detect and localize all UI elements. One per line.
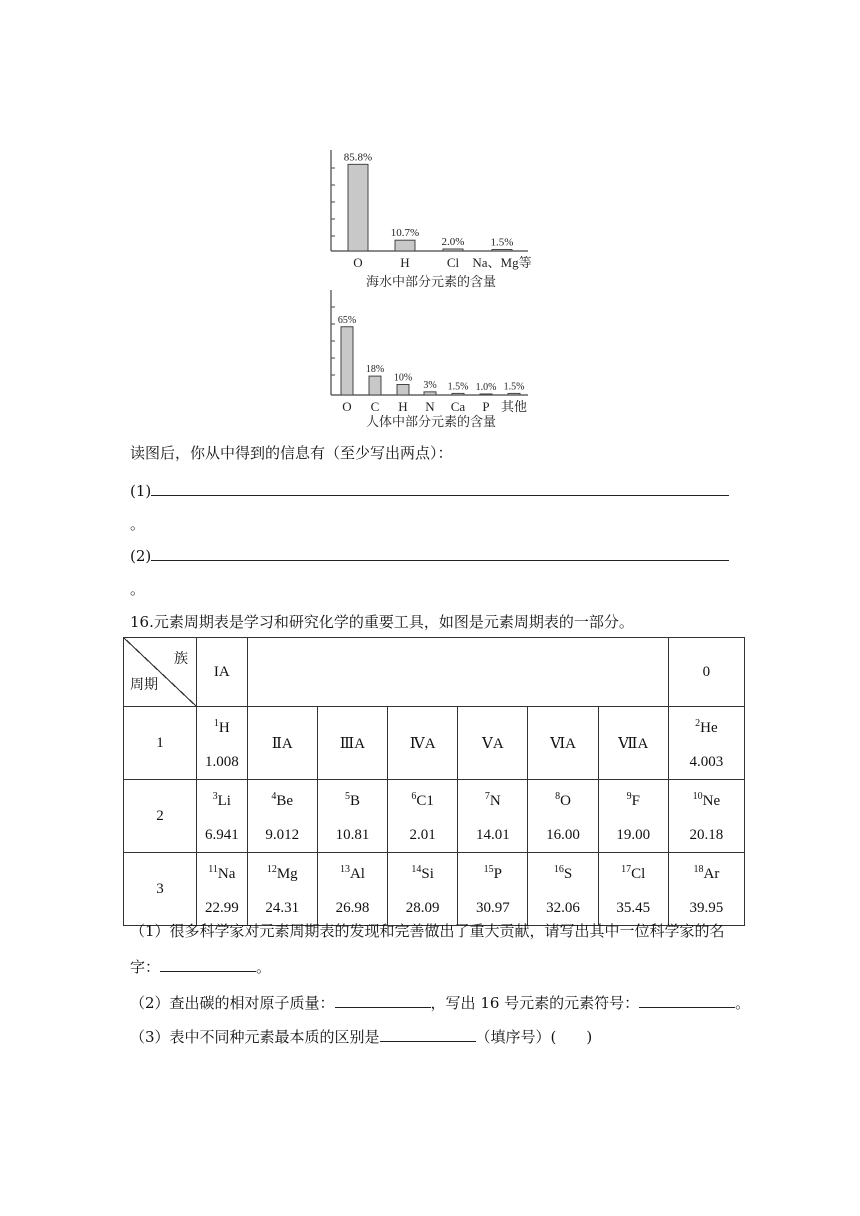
element-cell-he: $^2$He 4.003 bbox=[668, 707, 744, 780]
table-row bbox=[124, 853, 745, 926]
category-label: Cl bbox=[446, 255, 460, 270]
element-cell-c1: $^6$C1 2.01 bbox=[388, 780, 458, 853]
bar bbox=[443, 249, 463, 251]
question-1-line-b: 字： 。 bbox=[130, 958, 272, 976]
data-label: 18% bbox=[365, 364, 385, 376]
header-blank-cell bbox=[247, 638, 668, 707]
table-header-row bbox=[124, 638, 745, 707]
data-label: 2.0% bbox=[441, 235, 465, 248]
data-label: 1.0% bbox=[475, 381, 497, 393]
element-cell-si: $^{14}$Si 28.09 bbox=[388, 853, 458, 926]
group-viia-label: ⅦA bbox=[598, 707, 668, 780]
element-cell-s: $^{16}$S 32.06 bbox=[528, 853, 598, 926]
table-row bbox=[124, 780, 745, 853]
periodic-table bbox=[123, 637, 745, 926]
element-cell-be: $^4$Be 9.012 bbox=[247, 780, 317, 853]
bar bbox=[452, 393, 464, 395]
seawater-element-chart bbox=[331, 150, 532, 289]
difference-blank[interactable] bbox=[380, 1027, 476, 1042]
data-label: 65% bbox=[337, 314, 357, 326]
period-cell: 1 bbox=[124, 707, 197, 780]
question-3-line: （3）表中不同种元素最本质的区别是 （填序号）( ) bbox=[130, 1028, 593, 1046]
group-iiia-label: ⅢA bbox=[317, 707, 387, 780]
bar bbox=[492, 249, 512, 251]
category-label: P bbox=[482, 399, 490, 414]
answer-end-2: 。 bbox=[130, 580, 146, 598]
data-label: 85.8% bbox=[343, 151, 373, 164]
data-label: 10.7% bbox=[390, 227, 420, 240]
element-cell-ar: $^{18}$Ar 39.95 bbox=[668, 853, 744, 926]
element-cell-o: $^8$O 16.00 bbox=[528, 780, 598, 853]
group-ia-header: IA bbox=[197, 638, 248, 707]
category-label: Ca bbox=[450, 399, 466, 414]
bar bbox=[397, 385, 409, 396]
category-label: H bbox=[398, 399, 408, 414]
element-cell-na: $^{11}$Na 22.99 bbox=[197, 853, 248, 926]
bar bbox=[480, 394, 492, 395]
group-via-label: ⅥA bbox=[528, 707, 598, 780]
answer-line-1[interactable] bbox=[130, 481, 729, 501]
period-cell: 3 bbox=[124, 853, 197, 926]
bar bbox=[424, 392, 436, 395]
question-1-line-a: （1）很多科学家对元素周期表的发现和完善做出了重大贡献，请写出其中一位科学家的名 bbox=[130, 922, 725, 940]
chart-title: 海水中部分元素的含量 bbox=[365, 274, 497, 289]
intro-text: 读图后，你从中得到的信息有（至少写出两点）： bbox=[130, 444, 453, 462]
answer-label-1: (1) bbox=[130, 482, 152, 500]
bar bbox=[395, 240, 415, 251]
category-label: O bbox=[353, 255, 363, 270]
element-cell-n: $^7$N 14.01 bbox=[458, 780, 528, 853]
element-cell-mg: $^{12}$Mg 24.31 bbox=[247, 853, 317, 926]
data-label: 3% bbox=[423, 379, 437, 391]
carbon-mass-blank[interactable] bbox=[335, 993, 431, 1008]
chart-title: 人体中部分元素的含量 bbox=[365, 414, 497, 429]
question-2-line: （2）查出碳的相对原子质量： ，写出 16 号元素的元素符号： 。 bbox=[130, 994, 751, 1012]
period-cell: 2 bbox=[124, 780, 197, 853]
data-label: 1.5% bbox=[503, 381, 525, 393]
element-cell-p: $^{15}$P 30.97 bbox=[458, 853, 528, 926]
bar bbox=[341, 327, 353, 395]
group-va-label: ⅤA bbox=[458, 707, 528, 780]
element-cell-b: $^5$B 10.81 bbox=[317, 780, 387, 853]
category-label: 其他 bbox=[500, 399, 528, 414]
group-0-header: 0 bbox=[668, 638, 744, 707]
element-cell-al: $^{13}$Al 26.98 bbox=[317, 853, 387, 926]
category-label: O bbox=[342, 399, 352, 414]
bar bbox=[348, 164, 368, 251]
scientist-name-blank[interactable] bbox=[160, 957, 256, 972]
corner-period-label: 周期 bbox=[130, 677, 158, 693]
category-label: C bbox=[370, 399, 380, 414]
category-label: H bbox=[400, 255, 410, 270]
group-iia-label: ⅡA bbox=[247, 707, 317, 780]
answer-blank-2[interactable] bbox=[151, 546, 729, 561]
element-cell-li: $^3$Li 6.941 bbox=[197, 780, 248, 853]
group-iva-label: ⅣA bbox=[388, 707, 458, 780]
element-cell-h: $^1$H 1.008 bbox=[197, 707, 248, 780]
answer-end-1: 。 bbox=[130, 515, 146, 533]
charts-area bbox=[0, 0, 860, 440]
answer-label-2: (2) bbox=[130, 547, 152, 565]
element-cell-f: $^9$F 19.00 bbox=[598, 780, 668, 853]
answer-line-2[interactable] bbox=[130, 546, 729, 566]
bar bbox=[508, 393, 520, 395]
data-label: 10% bbox=[393, 372, 413, 384]
answer-blank-1[interactable] bbox=[151, 481, 729, 496]
category-label: Na、Mg等 bbox=[472, 255, 532, 270]
table-corner-cell bbox=[124, 638, 197, 707]
human-body-element-chart bbox=[331, 290, 528, 429]
element-cell-cl: $^{17}$Cl 35.45 bbox=[598, 853, 668, 926]
corner-group-label: 族 bbox=[174, 651, 188, 667]
question-16-text: 16.元素周期表是学习和研究化学的重要工具，如图是元素周期表的一部分。 bbox=[130, 613, 634, 631]
element-cell-ne: $^{10}$Ne 20.18 bbox=[668, 780, 744, 853]
category-label: N bbox=[425, 399, 435, 414]
data-label: 1.5% bbox=[447, 381, 469, 393]
bar bbox=[369, 376, 381, 395]
data-label: 1.5% bbox=[490, 236, 514, 249]
table-row bbox=[124, 707, 745, 780]
element-16-symbol-blank[interactable] bbox=[639, 993, 735, 1008]
